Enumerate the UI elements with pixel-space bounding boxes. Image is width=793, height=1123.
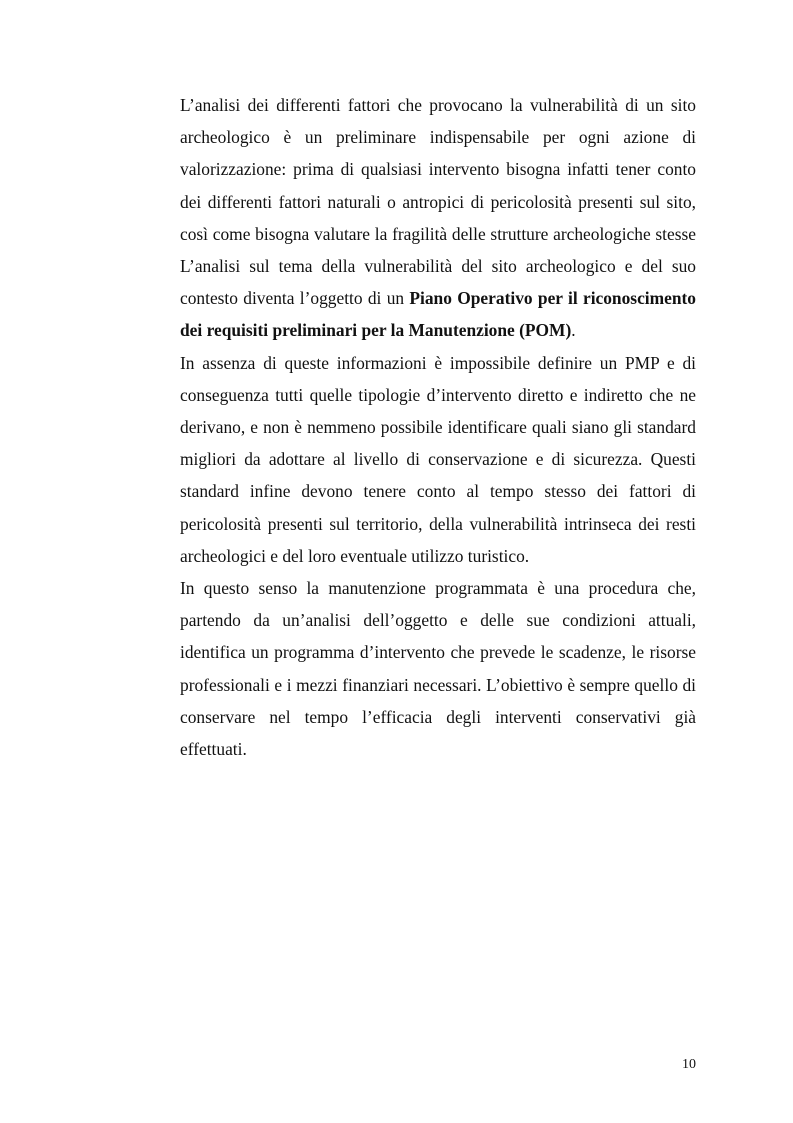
page-number: 10 — [682, 1057, 696, 1072]
pom-bold-term: Piano Operativo per il riconoscimento dei requisiti preliminari per la Manutenzione (POM) — [180, 288, 696, 341]
paragraph-planned-maintenance: In questo senso la manutenzione programmata è una procedura che, partendo da un’analisi dell’oggetto e delle sue condizioni attuali, identifica un programma d’intervento che prevede le scadenze, le risorse professionali e i mezzi finanziari necessari. L’obiettivo è sempre quello di conservare nel tempo l’efficacia degli interventi conservativi già effettuati. — [180, 578, 696, 760]
body-text — [180, 89, 696, 765]
paragraph-missing-information: In assenza di queste informazioni è impossibile definire un PMP e di conseguenza tutti quelle tipologie d’intervento diretto e indiretto che ne derivano, e non è nemmeno possibile identificare quali siano gli standard migliori da adottare al livello di conservazione e di sicurezza. Questi standard infine devono tenere conto al tempo stesso dei fattori di pericolosità presenti sul territorio, della vulnerabilità intrinseca dei resti archeologici e del loro eventuale utilizzo turistico. — [180, 352, 696, 566]
paragraph-vulnerability-analysis — [180, 89, 696, 347]
paragraph-1-end: . — [571, 320, 576, 341]
paragraph-1-text: L’analisi dei differenti fattori che provocano la vulnerabilità di un sito archeologico è un preliminare indispensabile per ogni azione di valorizzazione: prima di qualsiasi intervento bisogna infatti tener conto dei differenti fattori naturali o antropici di pericolosità presenti sul sito, così come bisogna valutare la fragilità delle strutture archeologiche stesse L’analisi sul tema della vulnerabilità del sito archeologico e del suo contesto diventa l’oggetto di un — [180, 95, 696, 309]
